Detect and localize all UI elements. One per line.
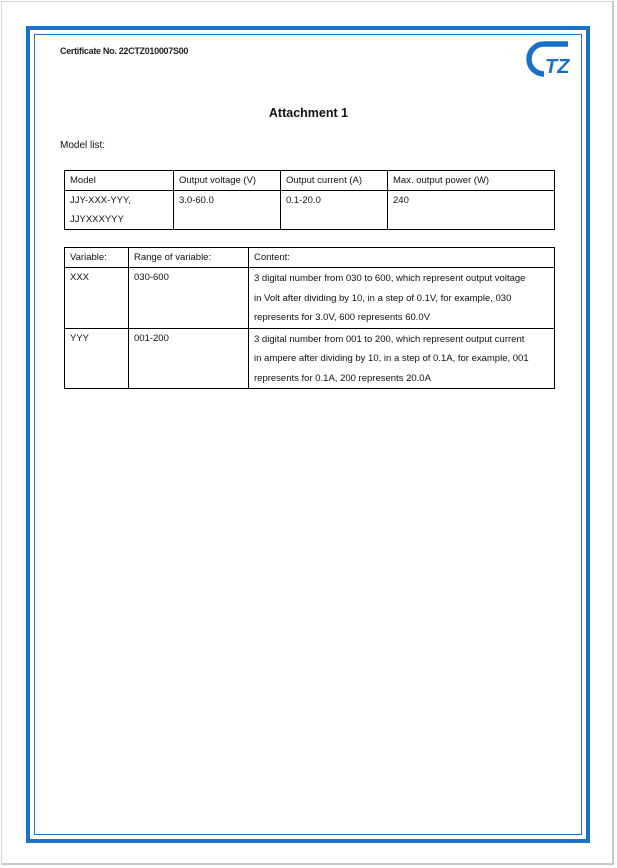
content-line: 3 digital number from 001 to 200, which represent output current — [254, 333, 525, 345]
content-line: in ampere after dividing by 10, in a step of 0.1A, for example, 001 — [254, 353, 529, 364]
cell-range: 001-200 — [129, 328, 249, 389]
table-row — [65, 328, 555, 389]
ctz-logo-icon — [522, 40, 576, 78]
header-model: Model — [65, 171, 174, 191]
cell-power: 240 — [388, 191, 555, 230]
certificate-number: Certificate No. 22CTZ010007S00 — [60, 46, 189, 56]
content-line: represents for 0.1A, 200 represents 20.0A — [254, 372, 431, 384]
header-variable: Variable: — [65, 248, 129, 268]
cell-current: 0.1-20.0 — [281, 191, 388, 230]
header-output-current: Output current (A) — [281, 171, 388, 191]
model-line-1: JJY-XXX-YYY, — [70, 195, 131, 206]
header-output-voltage: Output voltage (V) — [174, 171, 281, 191]
model-table — [64, 170, 555, 230]
logo-text: TZ — [545, 56, 570, 78]
content-line: represents for 3.0V, 600 represents 60.0V — [254, 312, 431, 323]
cell-voltage: 3.0-60.0 — [174, 191, 281, 230]
cell-variable: YYY — [65, 328, 129, 389]
cell-range: 030-600 — [129, 268, 249, 329]
cell-model — [65, 191, 174, 230]
variable-table — [64, 247, 555, 389]
model-list-label: Model list: — [60, 140, 106, 151]
header-content: Content: — [249, 248, 555, 268]
header-range: Range of variable: — [129, 248, 249, 268]
table-row — [65, 268, 555, 329]
page-border-inner — [34, 34, 582, 835]
cell-content — [249, 328, 555, 389]
cell-variable: XXX — [65, 268, 129, 329]
page-title: Attachment 1 — [268, 106, 349, 120]
model-line-2: JJYXXXYYY — [70, 214, 124, 225]
header-max-power: Max. output power (W) — [388, 171, 555, 191]
content-line: 3 digital number from 030 to 600, which represent output voltage — [254, 273, 526, 284]
content-line: in Volt after dividing by 10, in a step of 0.1V, for example, 030 — [254, 292, 512, 304]
variable-table-header-row — [65, 248, 555, 268]
table-row — [65, 191, 555, 230]
cell-content — [249, 268, 555, 329]
model-table-header-row — [65, 171, 555, 191]
